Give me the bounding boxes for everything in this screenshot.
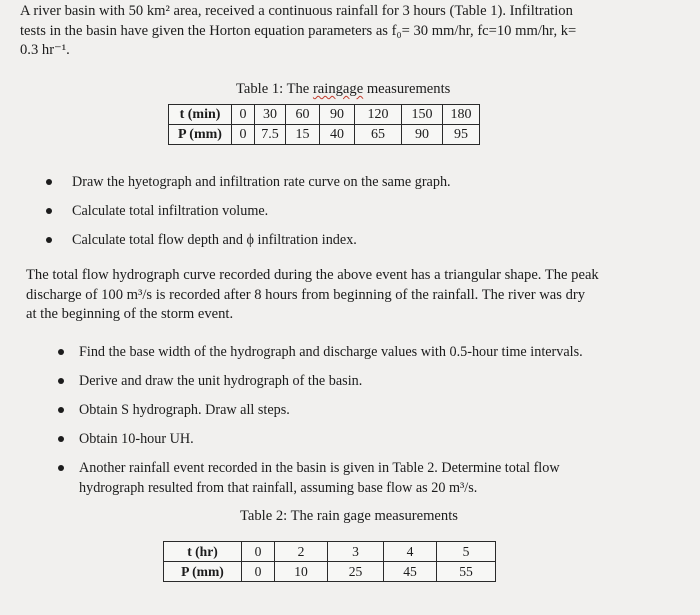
- table1-cell: 30: [255, 105, 286, 125]
- para2-line-2: discharge of 100 m³/s is recorded after 8 hours from beginning of the rainfall. The river was dry: [26, 286, 586, 303]
- table2-row-t: [164, 542, 496, 562]
- hydrograph-paragraph: [26, 266, 666, 325]
- bullet-icon: [58, 378, 64, 384]
- table1: [168, 104, 480, 145]
- table1-row-p: [169, 125, 480, 145]
- table2-cell: 0: [242, 562, 275, 582]
- table1-cell: 40: [320, 125, 355, 145]
- bullet-icon: [58, 407, 64, 413]
- table1-cell: 90: [320, 105, 355, 125]
- table1-caption-word: raingage: [312, 81, 364, 97]
- table2-cell: 0: [242, 542, 275, 562]
- table1-cell: 0: [232, 125, 255, 145]
- table1-cell: 7.5: [255, 125, 286, 145]
- intro-line-2: tests in the basin have given the Horton equation parameters as f₀= 30 mm/hr, fc=10 mm/hr, k=: [20, 22, 577, 39]
- document-page: A river basin with 50 km² area, received a continuous rainfall for 3 hours (Table 1). Infiltration tests in the basin have given the Horton equation parameters as f₀= 30 mm/hr, fc=10 mm/hr, k= 0.3 hr⁻¹. Table 1: The raingage measurements t (min) 0 30 60 90 120 150 180 P (mm) 0 7.5 15 40 65 90 95 Draw the hyetograph and infiltration rate curve on the same graph. Calculate total infiltration volume. Calculate total flow depth and ϕ infiltration index. The total flow hydrograph curve recorded during the above event has a triangular shape. The peak discharge of 100 m³/s is recorded after 8 hours from beginning of the rainfall. The river was dry at the beginning of the storm event. Find the base width of the hydrograph and discharge values with 0.5-hour time intervals. Derive and draw the unit hydrograph of the basin. Obtain S hydrograph. Draw all steps. Obtain 10-hour UH. Another rainfall event recorded in the basin is given in Table 2. Determine total flow hydrograph resulted from that rainfall, assuming base flow as 20 m³/s. Table 2: The rain gage measurements t (hr) 0 2 3 4 5 P (mm) 0 10 25 45 55: [0, 0, 700, 615]
- para2-line-1: The total flow hydrograph curve recorded during the above event has a triangular shape. The peak: [26, 267, 599, 283]
- table2-row-label: t (hr): [164, 542, 242, 562]
- table1-cell: 60: [286, 105, 320, 125]
- table1-cell: 120: [355, 105, 402, 125]
- table2-cell: 10: [275, 562, 328, 582]
- table1-row-label: P (mm): [169, 125, 232, 145]
- table1-cell: 65: [355, 125, 402, 145]
- table2-cell: 45: [384, 562, 437, 582]
- table1-cell: 90: [402, 125, 443, 145]
- table2-cell: 2: [275, 542, 328, 562]
- table2-row-p: [164, 562, 496, 582]
- table1-cell: 180: [443, 105, 480, 125]
- table2-cell: 5: [437, 542, 496, 562]
- bullet-icon: [58, 349, 64, 355]
- intro-paragraph: [20, 2, 660, 61]
- bullet-icon: [46, 179, 52, 185]
- bullet-icon: [46, 237, 52, 243]
- table2-cell: 3: [328, 542, 384, 562]
- table1-cell: 95: [443, 125, 480, 145]
- table2-cell: 55: [437, 562, 496, 582]
- table1-cell: 150: [402, 105, 443, 125]
- intro-line-3: 0.3 hr⁻¹.: [20, 42, 70, 58]
- table2-cell: 25: [328, 562, 384, 582]
- table1-cell: 0: [232, 105, 255, 125]
- bullet-icon: [58, 436, 64, 442]
- table2-row-label: P (mm): [164, 562, 242, 582]
- table1-row-t: [169, 105, 480, 125]
- table2-cell: 4: [384, 542, 437, 562]
- para2-line-3: at the beginning of the storm event.: [26, 306, 234, 322]
- bullet-icon: [58, 465, 64, 471]
- bullet-icon: [46, 208, 52, 214]
- table1-cell: 15: [286, 125, 320, 145]
- table1-row-label: t (min): [169, 105, 232, 125]
- table2: [163, 541, 496, 582]
- table2-caption: Table 2: The rain gage measurements: [240, 508, 458, 524]
- table1-caption: Table 1: The raingage measurements: [236, 81, 451, 97]
- intro-line-1: A river basin with 50 km² area, received a continuous rainfall for 3 hours (Table 1). Infiltration: [20, 3, 573, 19]
